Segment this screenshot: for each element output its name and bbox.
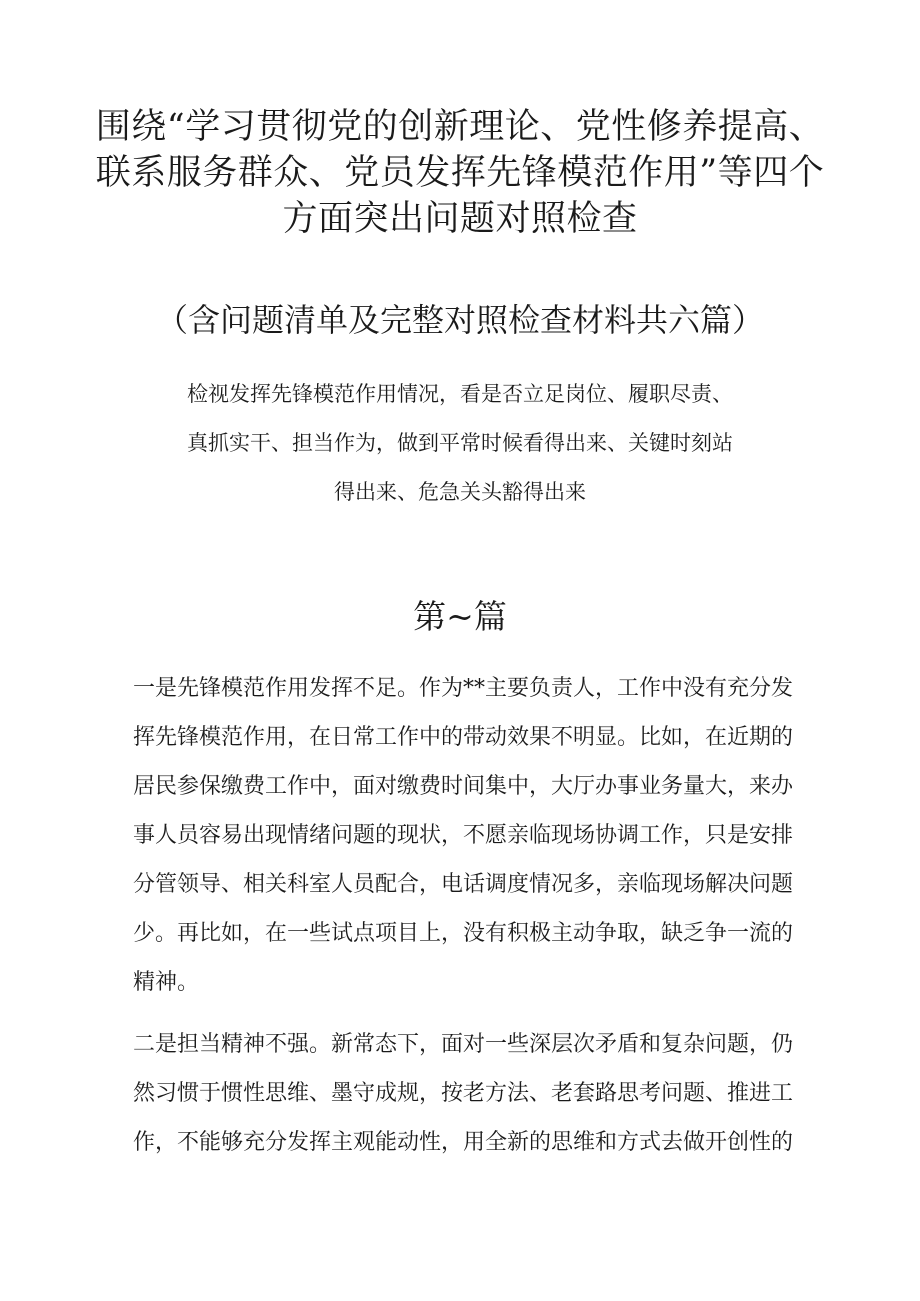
document-subtitle: （含问题清单及完整对照检查材料共六篇） [155, 301, 764, 339]
body-paragraph-2 [133, 1020, 793, 1167]
document-title [60, 104, 860, 242]
lead-line: 检视发挥先锋模范作用情况，看是否立足岗位、履职尽责、 [187, 382, 733, 406]
paragraph-line: 居民参保缴费工作中，面对缴费时间集中，大厅办事业务量大，来办 [133, 774, 794, 799]
paragraph-line: 作，不能够充分发挥主观能动性，用全新的思维和方式去做开创性的 [133, 1130, 794, 1155]
lead-line: 真抓实干、担当作为，做到平常时候看得出来、关键时刻站 [187, 431, 733, 455]
section-heading: 第~篇 [413, 597, 507, 636]
paragraph-line: 一是先锋模范作用发挥不足。作为**主要负责人，工作中没有充分发 [133, 676, 794, 701]
paragraph-line: 然习惯于惯性思维、墨守成规，按老方法、老套路思考问题、推进工 [133, 1081, 794, 1106]
paragraph-line: 事人员容易出现情绪问题的现状，不愿亲临现场协调工作，只是安排 [133, 823, 794, 848]
lead-paragraph [60, 370, 860, 517]
paragraph-line: 少。再比如，在一些试点项目上，没有积极主动争取，缺乏争一流的 [133, 921, 794, 946]
title-line: 联系服务群众、党员发挥先锋模范作用”等四个 [95, 153, 825, 193]
lead-line: 得出来、危急关头豁得出来 [334, 480, 586, 504]
paragraph-line: 精神。 [133, 970, 200, 995]
title-line: 围绕“学习贯彻党的创新理论、党性修养提高、 [95, 107, 825, 147]
paragraph-line: 分管领导、相关科室人员配合，电话调度情况多，亲临现场解决问题 [133, 872, 794, 897]
body-paragraph-1 [133, 664, 793, 1007]
paragraph-line: 二是担当精神不强。新常态下，面对一些深层次矛盾和复杂问题，仍 [133, 1032, 794, 1057]
title-line: 方面突出问题对照检查 [282, 199, 638, 239]
paragraph-line: 挥先锋模范作用，在日常工作中的带动效果不明显。比如，在近期的 [133, 725, 794, 750]
